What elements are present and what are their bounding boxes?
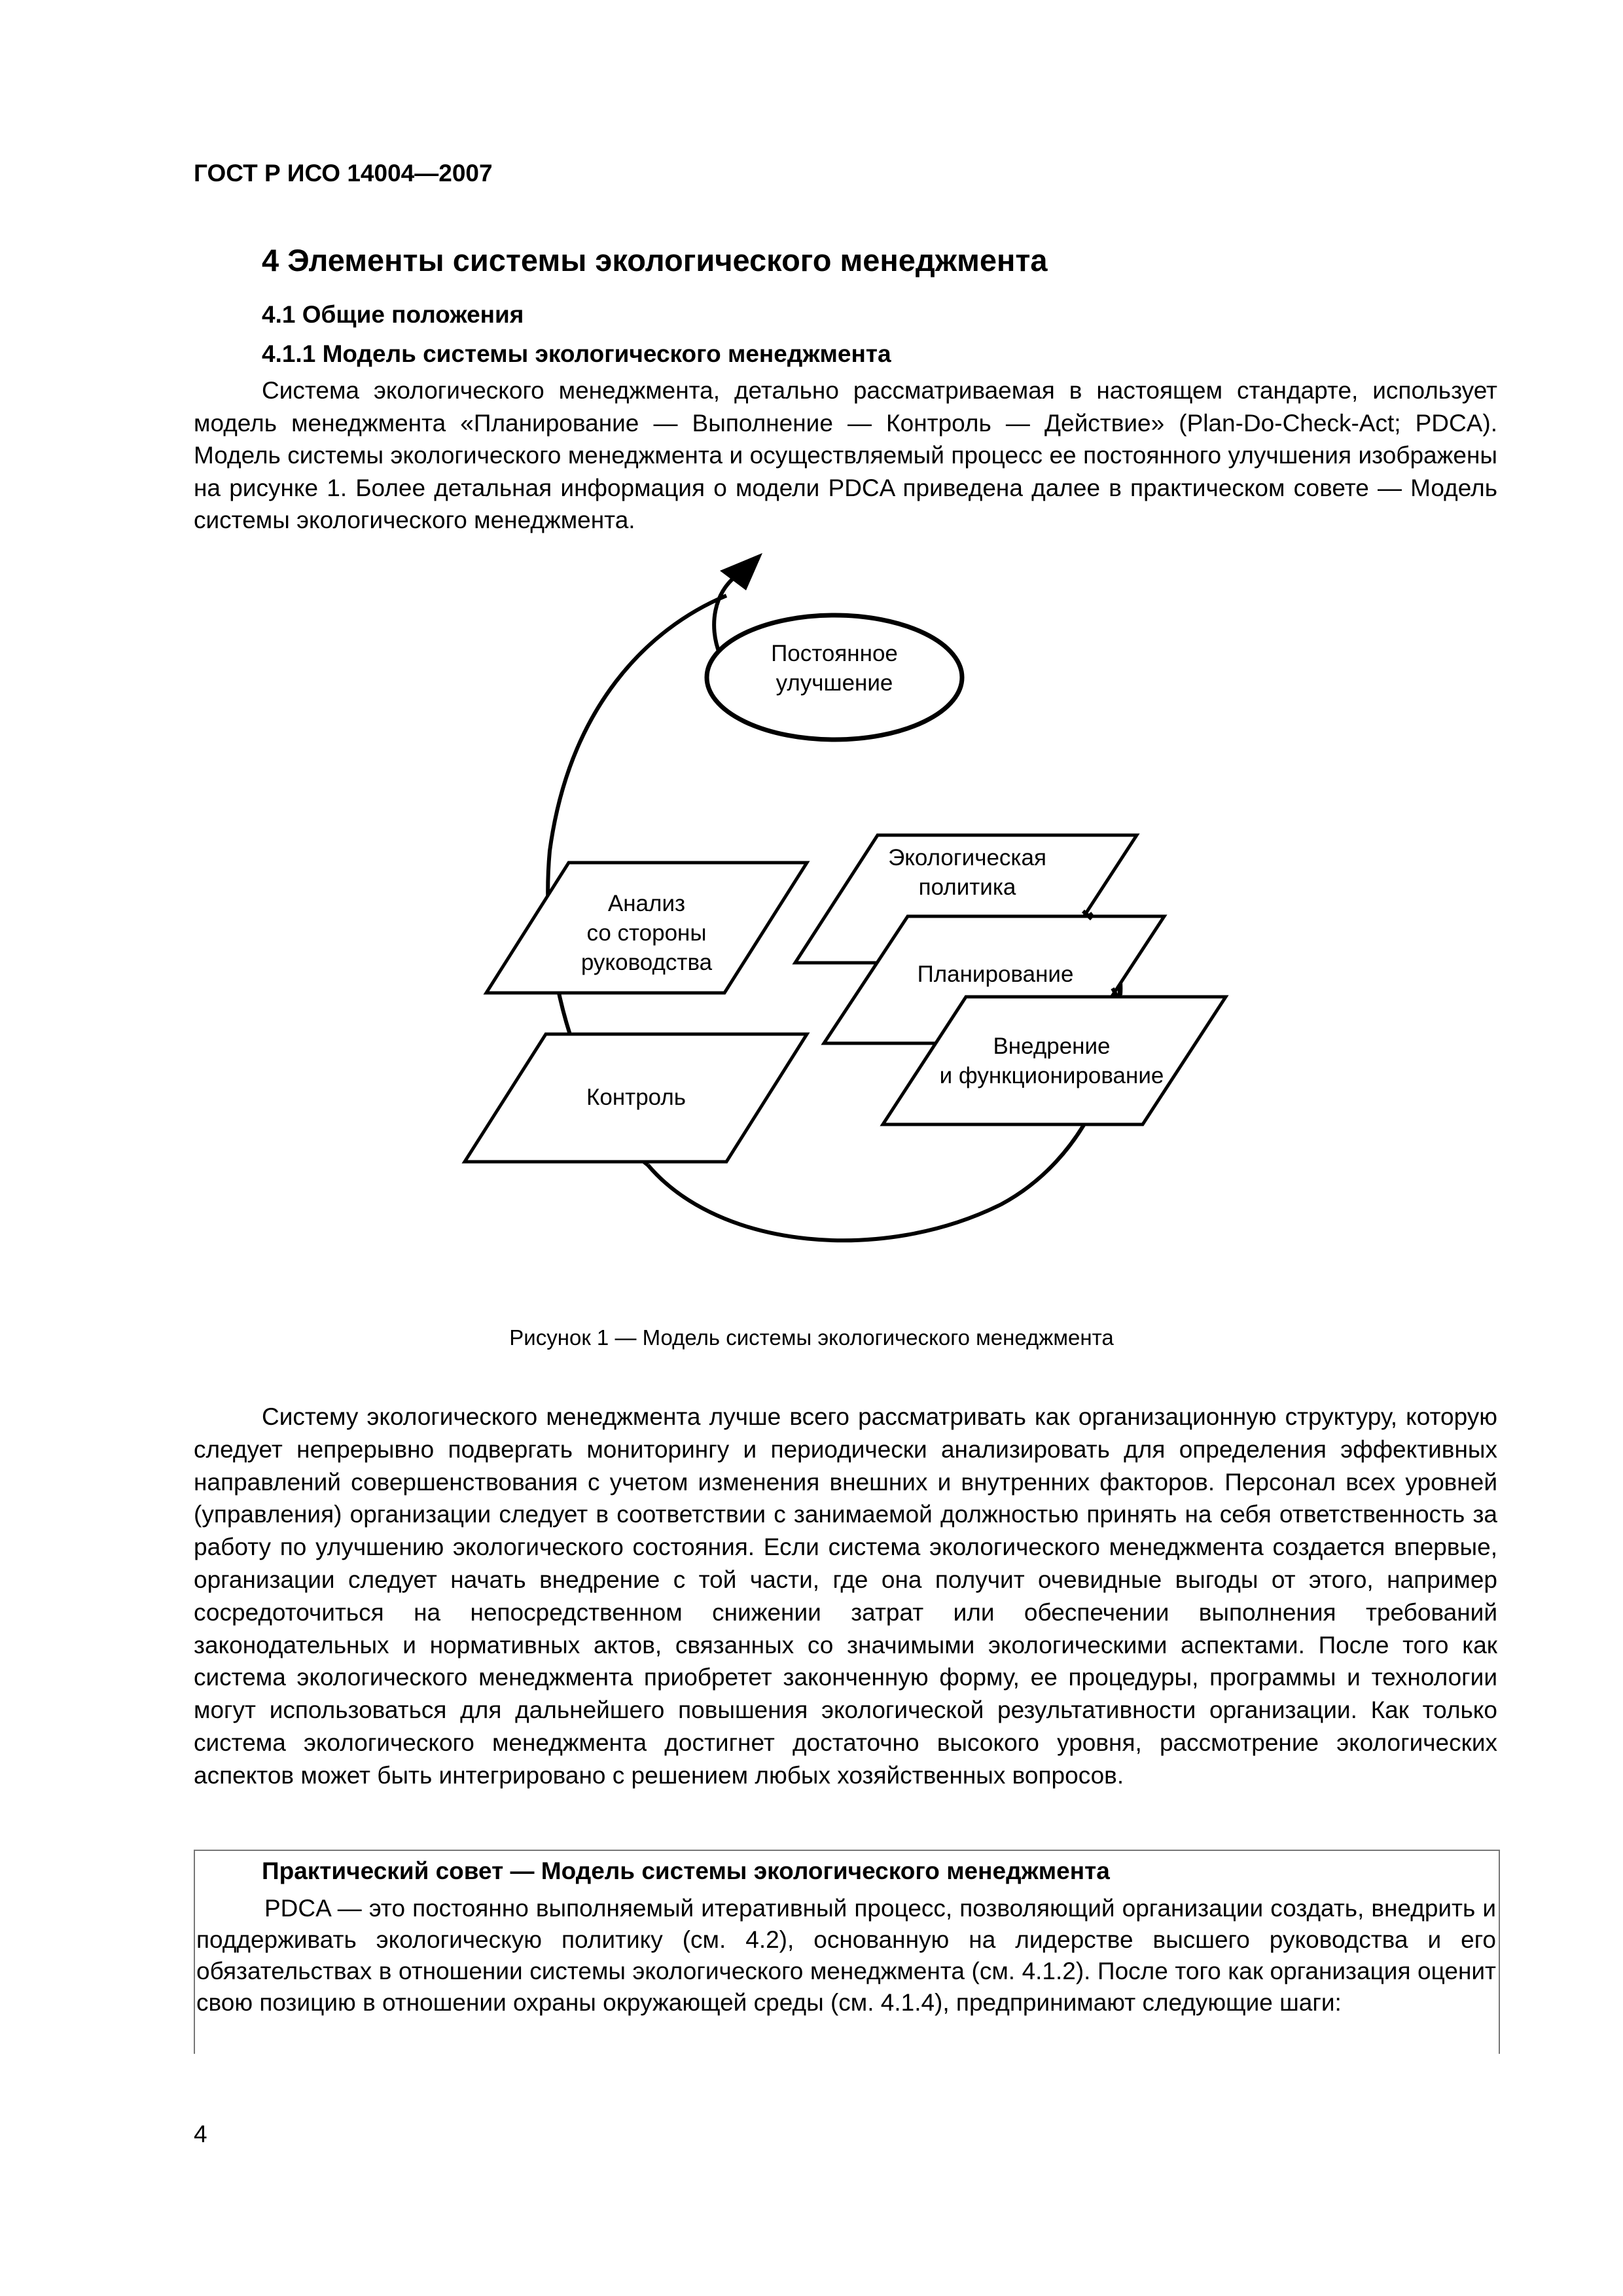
policy-label-line1: Экологическая [888, 845, 1046, 870]
loop-arc-upper [553, 586, 719, 851]
intro-paragraph: Система экологического менеджмента, детально рассматриваемая в настоящем стандарте, использует модель менеджмента «Планирование — Выполнение — Контроль — Действие» (Plan-Do-Check-Act; PDCA). Модель системы экологического менеджмента и осуществляемый процесс ее постоянного улучшения изображены на рисунке 1. Более детальная информация о модели PDCA приведена далее в практическом совете — Модель системы экологического менеджмента. [194, 377, 1497, 534]
page-number: 4 [194, 2121, 207, 2147]
control-label: Контроль [586, 1085, 687, 1110]
figure-caption: Рисунок 1 — Модель системы экологического менеджмента [509, 1325, 1114, 1350]
subsubsection-heading: 4.1.1 Модель системы экологического менеджмента [262, 340, 891, 367]
implementation-label-line2: и функционирование [939, 1063, 1164, 1088]
analysis-label-line1: Анализ [607, 891, 686, 916]
analysis-label-line2: со стороны [586, 920, 707, 946]
improvement-label-line2: улучшение [776, 670, 893, 696]
body-paragraph: Систему экологического менеджмента лучше всего рассматривать как организационную структуру, которую следует непрерывно подвергать мониторингу и периодически анализировать для определения эффективных направлений совершенствования с учетом изменения внешних и внутренних факторов. Персонал всех уровней (управления) организации следует в соответствии с занимаемой должностью принять на себя ответственность за работу по улучшению экологического состояния. Если система экологического менеджмента создается впервые, организации следует начать внедрение с той части, где она получит очевидные выгоды от этого, например сосредоточиться на непосредственном снижении затрат или обеспечении выполнения требований законодательных и нормативных актов, связанных со значимыми экологическими аспектами. После того как система экологического менеджмента приобретет законченную форму, ее процедуры, программы и технологии могут использоваться для дальнейшего повышения экологической результативности организации. Как только система экологического менеджмента достигнет достаточно высокого уровня, рассмотрение экологических аспектов может быть интегрировано с решением любых хозяйственных вопросов. [194, 1403, 1497, 1789]
subsection-heading: 4.1 Общие положения [262, 301, 524, 328]
implementation-label-line1: Внедрение [993, 1033, 1111, 1059]
loop-upper-arc [563, 654, 726, 844]
advice-title: Практический совет — Модель системы экологического менеджмента [262, 1857, 1110, 1884]
planning-label: Планирование [917, 961, 1074, 987]
advice-text: PDCA — это постоянно выполняемый итеративный процесс, позволяющий организации создать, внедрить и поддерживать экологическую политику (см. 4.2), основанную на лидерстве высшего руководства и его обязательствах в отношении системы экологического менеджмента (см. 4.1.2). После того как организация оценит свою позицию в отношении охраны окружающей среды (см. 4.1.4), предпринимают следующие шаги: [196, 1895, 1496, 2016]
document-code-header: ГОСТ Р ИСО 14004—2007 [194, 160, 493, 187]
section-heading: 4 Элементы системы экологического менеджмента [262, 243, 1048, 278]
analysis-label-line3: руководства [580, 950, 713, 975]
policy-label-line2: политика [918, 874, 1016, 900]
improvement-label-line1: Постоянное [771, 641, 898, 666]
